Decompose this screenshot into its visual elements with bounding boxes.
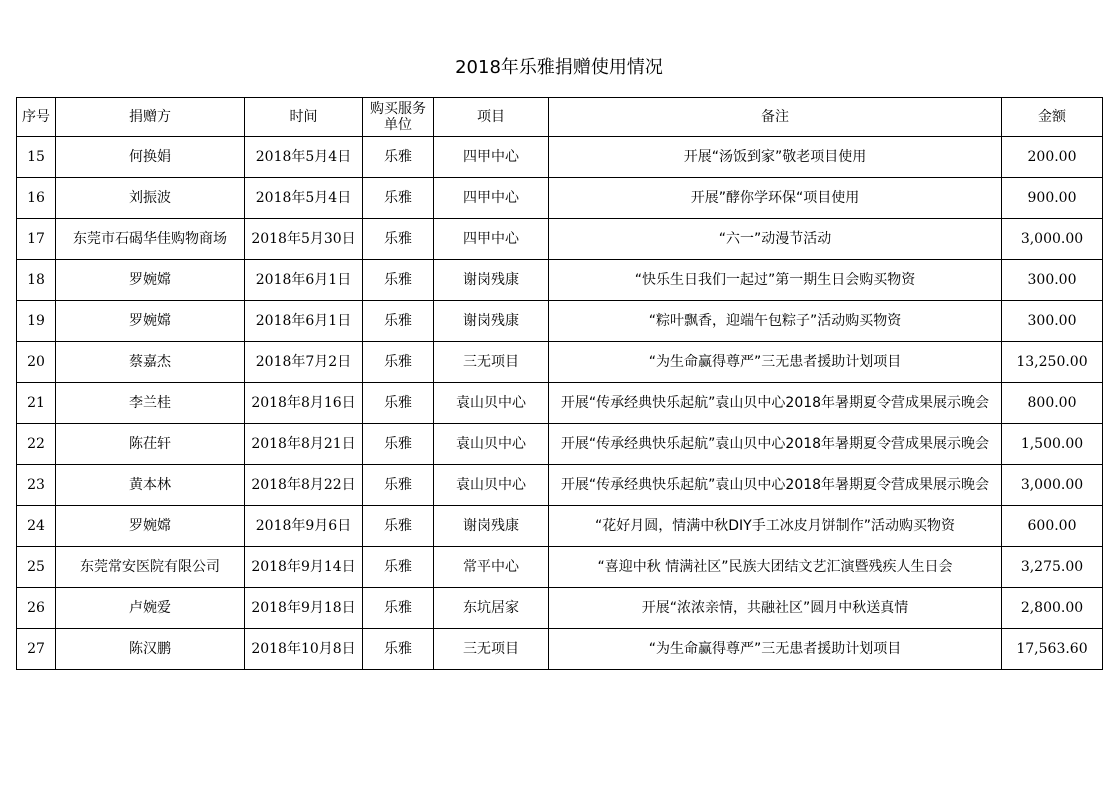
cell-amount: 3,275.00: [1002, 547, 1103, 588]
cell-project: 常平中心: [434, 547, 549, 588]
table-row: [17, 219, 1103, 260]
cell-project: 谢岗残康: [434, 506, 549, 547]
cell-time: 2018年5月4日: [245, 178, 363, 219]
table-header-row: [17, 98, 1103, 137]
cell-donor: 罗婉嫦: [56, 260, 245, 301]
cell-project: 四甲中心: [434, 219, 549, 260]
cell-amount: 900.00: [1002, 178, 1103, 219]
cell-unit: 乐雅: [363, 629, 434, 670]
table-row: [17, 588, 1103, 629]
table-row: [17, 629, 1103, 670]
page-title: 2018年乐雅捐赠使用情况: [455, 57, 663, 78]
cell-donor: 东莞常安医院有限公司: [56, 547, 245, 588]
cell-seq: 25: [17, 547, 56, 588]
header-time: 时间: [245, 98, 363, 137]
cell-amount: 2,800.00: [1002, 588, 1103, 629]
table-row: [17, 465, 1103, 506]
cell-note: “粽叶飘香，迎端午包粽子”活动购买物资: [549, 301, 1002, 342]
cell-donor: 陈汉鹏: [56, 629, 245, 670]
cell-donor: 陈茌轩: [56, 424, 245, 465]
cell-seq: 22: [17, 424, 56, 465]
cell-donor: 何换娟: [56, 137, 245, 178]
cell-time: 2018年10月8日: [245, 629, 363, 670]
cell-project: 四甲中心: [434, 178, 549, 219]
cell-note: 开展“浓浓亲情，共融社区”圆月中秋送真情: [549, 588, 1002, 629]
table-row: [17, 260, 1103, 301]
cell-unit: 乐雅: [363, 301, 434, 342]
table-row: [17, 383, 1103, 424]
cell-amount: 800.00: [1002, 383, 1103, 424]
cell-seq: 23: [17, 465, 56, 506]
table-row: [17, 342, 1103, 383]
cell-note: “快乐生日我们一起过”第一期生日会购买物资: [549, 260, 1002, 301]
cell-unit: 乐雅: [363, 424, 434, 465]
cell-donor: 东莞市石碣华佳购物商场: [56, 219, 245, 260]
cell-donor: 蔡嘉杰: [56, 342, 245, 383]
cell-time: 2018年8月22日: [245, 465, 363, 506]
cell-time: 2018年7月2日: [245, 342, 363, 383]
cell-project: 谢岗残康: [434, 260, 549, 301]
cell-time: 2018年8月16日: [245, 383, 363, 424]
cell-amount: 13,250.00: [1002, 342, 1103, 383]
cell-unit: 乐雅: [363, 383, 434, 424]
cell-time: 2018年6月1日: [245, 301, 363, 342]
cell-project: 三无项目: [434, 342, 549, 383]
cell-donor: 罗婉嫦: [56, 506, 245, 547]
cell-seq: 16: [17, 178, 56, 219]
cell-time: 2018年9月6日: [245, 506, 363, 547]
cell-note: “为生命赢得尊严”三无患者援助计划项目: [549, 342, 1002, 383]
cell-project: 袁山贝中心: [434, 465, 549, 506]
cell-unit: 乐雅: [363, 137, 434, 178]
donation-table: [16, 97, 1103, 670]
cell-unit: 乐雅: [363, 588, 434, 629]
cell-unit: 乐雅: [363, 178, 434, 219]
cell-amount: 17,563.60: [1002, 629, 1103, 670]
cell-seq: 24: [17, 506, 56, 547]
cell-donor: 卢婉爱: [56, 588, 245, 629]
cell-unit: 乐雅: [363, 506, 434, 547]
header-project: 项目: [434, 98, 549, 137]
cell-unit: 乐雅: [363, 342, 434, 383]
cell-time: 2018年9月18日: [245, 588, 363, 629]
cell-unit: 乐雅: [363, 219, 434, 260]
cell-note: 开展“传承经典快乐起航”袁山贝中心2018年暑期夏令营成果展示晚会: [549, 424, 1002, 465]
cell-note: “六一”动漫节活动: [549, 219, 1002, 260]
cell-amount: 3,000.00: [1002, 219, 1103, 260]
header-unit: 购买服务单位: [363, 98, 434, 137]
cell-unit: 乐雅: [363, 260, 434, 301]
table-row: [17, 506, 1103, 547]
cell-note: 开展“汤饭到家”敬老项目使用: [549, 137, 1002, 178]
cell-amount: 200.00: [1002, 137, 1103, 178]
table-row: [17, 424, 1103, 465]
cell-time: 2018年5月4日: [245, 137, 363, 178]
cell-project: 东坑居家: [434, 588, 549, 629]
cell-seq: 20: [17, 342, 56, 383]
cell-seq: 17: [17, 219, 56, 260]
cell-note: “花好月圆，情满中秋DIY手工冰皮月饼制作”活动购买物资: [549, 506, 1002, 547]
cell-seq: 15: [17, 137, 56, 178]
cell-unit: 乐雅: [363, 547, 434, 588]
cell-note: 开展”酵你学环保“项目使用: [549, 178, 1002, 219]
cell-donor: 黄本林: [56, 465, 245, 506]
cell-unit: 乐雅: [363, 465, 434, 506]
table-row: [17, 137, 1103, 178]
cell-amount: 300.00: [1002, 260, 1103, 301]
cell-note: 开展“传承经典快乐起航”袁山贝中心2018年暑期夏令营成果展示晚会: [549, 383, 1002, 424]
cell-time: 2018年8月21日: [245, 424, 363, 465]
cell-time: 2018年9月14日: [245, 547, 363, 588]
header-note: 备注: [549, 98, 1002, 137]
cell-project: 袁山贝中心: [434, 424, 549, 465]
cell-project: 四甲中心: [434, 137, 549, 178]
cell-seq: 19: [17, 301, 56, 342]
cell-note: 开展“传承经典快乐起航”袁山贝中心2018年暑期夏令营成果展示晚会: [549, 465, 1002, 506]
header-donor: 捐赠方: [56, 98, 245, 137]
header-amount: 金额: [1002, 98, 1103, 137]
cell-project: 袁山贝中心: [434, 383, 549, 424]
cell-note: “为生命赢得尊严”三无患者援助计划项目: [549, 629, 1002, 670]
header-seq: 序号: [17, 98, 56, 137]
cell-seq: 18: [17, 260, 56, 301]
cell-project: 谢岗残康: [434, 301, 549, 342]
cell-project: 三无项目: [434, 629, 549, 670]
cell-amount: 600.00: [1002, 506, 1103, 547]
table-row: [17, 301, 1103, 342]
table-row: [17, 178, 1103, 219]
cell-seq: 21: [17, 383, 56, 424]
cell-seq: 27: [17, 629, 56, 670]
cell-amount: 3,000.00: [1002, 465, 1103, 506]
cell-time: 2018年5月30日: [245, 219, 363, 260]
cell-seq: 26: [17, 588, 56, 629]
cell-note: “喜迎中秋 情满社区”民族大团结文艺汇演暨残疾人生日会: [549, 547, 1002, 588]
table-row: [17, 547, 1103, 588]
cell-donor: 李兰桂: [56, 383, 245, 424]
cell-donor: 刘振波: [56, 178, 245, 219]
cell-amount: 1,500.00: [1002, 424, 1103, 465]
cell-donor: 罗婉嫦: [56, 301, 245, 342]
cell-time: 2018年6月1日: [245, 260, 363, 301]
cell-amount: 300.00: [1002, 301, 1103, 342]
